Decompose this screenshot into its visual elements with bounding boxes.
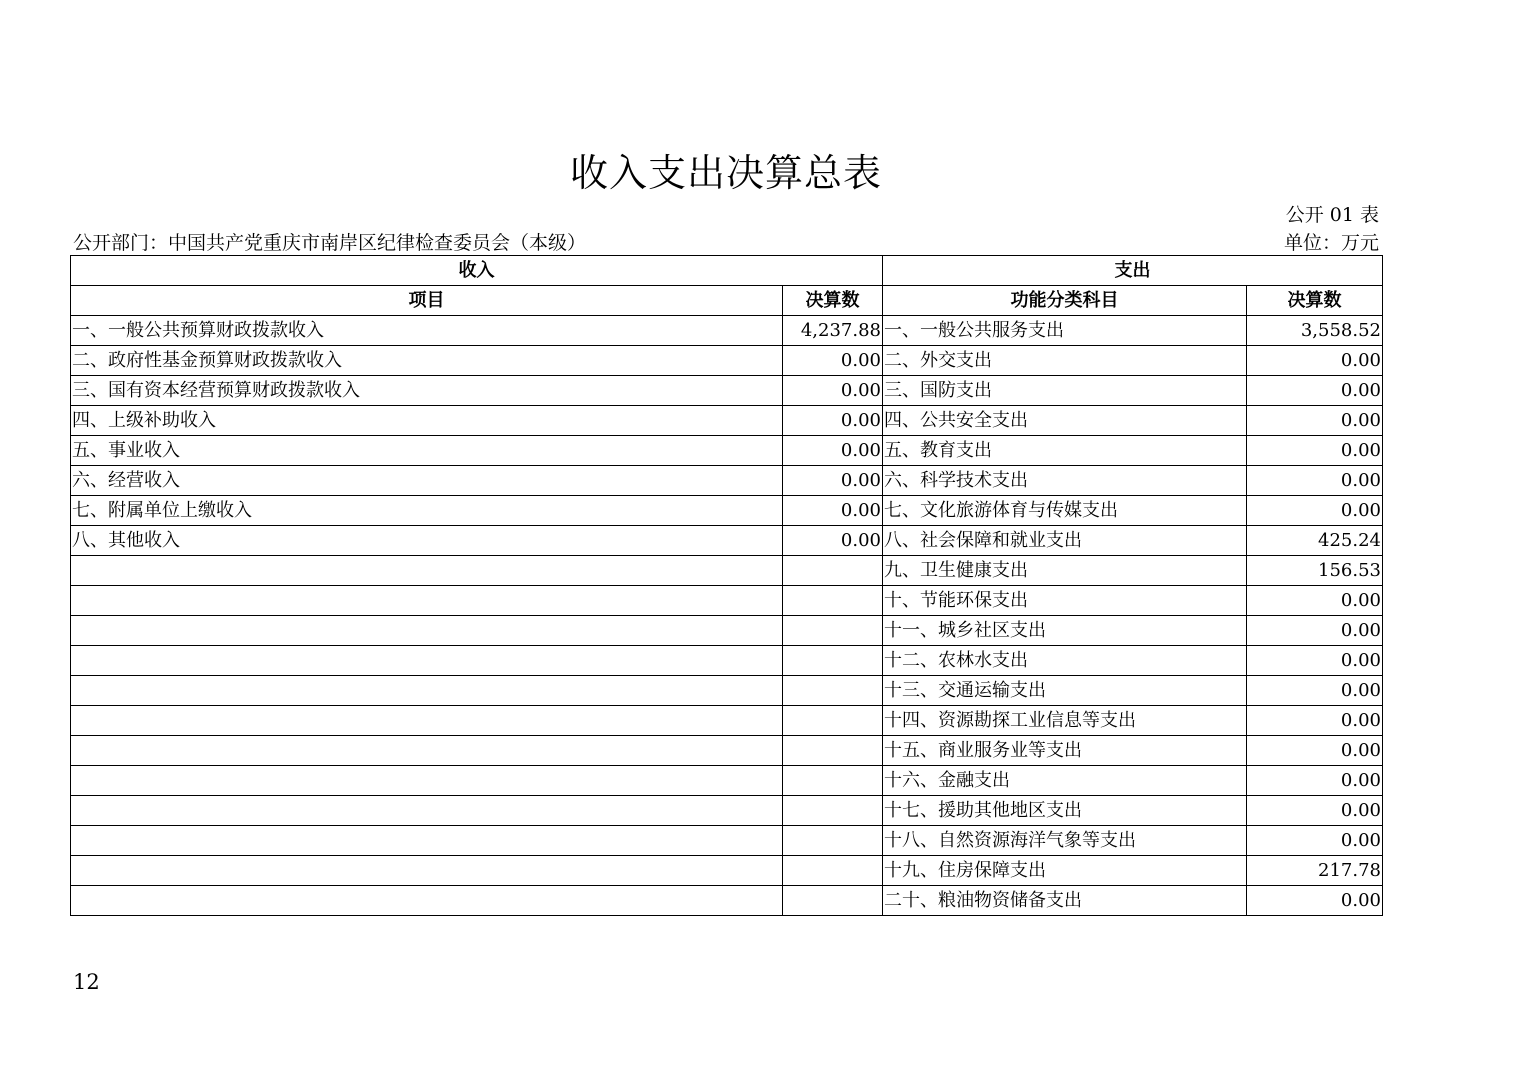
budget-summary-table: [70, 255, 1383, 916]
table-row: [71, 556, 1383, 586]
expense-amount-cell: 0.00: [1247, 736, 1383, 766]
expense-amount-cell: 217.78: [1247, 856, 1383, 886]
income-amount-cell: 0.00: [783, 526, 883, 556]
income-amount-cell: [783, 706, 883, 736]
table-group-header-row: [71, 256, 1383, 286]
income-amount-cell: 0.00: [783, 346, 883, 376]
expense-amount-cell: 425.24: [1247, 526, 1383, 556]
expense-item-cell: 十一、城乡社区支出: [883, 616, 1247, 646]
table-row: [71, 706, 1383, 736]
expense-item-cell: 十、节能环保支出: [883, 586, 1247, 616]
expense-item-cell: 十三、交通运输支出: [883, 676, 1247, 706]
department-label: 公开部门：中国共产党重庆市南岸区纪律检查委员会（本级）: [73, 232, 587, 254]
expense-item-cell: 十六、金融支出: [883, 766, 1247, 796]
income-amount-cell: 0.00: [783, 466, 883, 496]
table-row: [71, 436, 1383, 466]
expense-amount-cell: 0.00: [1247, 676, 1383, 706]
income-item-cell: [71, 556, 783, 586]
income-item-cell: [71, 616, 783, 646]
expense-amount-cell: 0.00: [1247, 376, 1383, 406]
page-number: 12: [73, 970, 100, 994]
expense-amount-cell: 0.00: [1247, 466, 1383, 496]
income-amount-cell: 0.00: [783, 496, 883, 526]
income-item-cell: 一、一般公共预算财政拨款收入: [71, 316, 783, 346]
income-item-cell: [71, 736, 783, 766]
table-row: [71, 466, 1383, 496]
expense-item-cell: 十八、自然资源海洋气象等支出: [883, 826, 1247, 856]
expense-amount-cell: 0.00: [1247, 496, 1383, 526]
expense-amount-cell: 0.00: [1247, 886, 1383, 916]
expense-amount-cell: 3,558.52: [1247, 316, 1383, 346]
income-item-cell: 八、其他收入: [71, 526, 783, 556]
expense-amount-cell: 0.00: [1247, 586, 1383, 616]
table-row: [71, 616, 1383, 646]
expense-item-cell: 十五、商业服务业等支出: [883, 736, 1247, 766]
table-body: [71, 316, 1383, 916]
unit-label: 单位：万元: [1283, 232, 1379, 254]
page-title: 收入支出决算总表: [569, 151, 882, 195]
income-item-header: 项目: [71, 286, 783, 316]
income-item-cell: 七、附属单位上缴收入: [71, 496, 783, 526]
table-row: [71, 496, 1383, 526]
expense-item-cell: 八、社会保障和就业支出: [883, 526, 1247, 556]
income-amount-header: 决算数: [783, 286, 883, 316]
expense-item-cell: 七、文化旅游体育与传媒支出: [883, 496, 1247, 526]
income-group-header: 收入: [71, 256, 883, 286]
income-item-cell: [71, 796, 783, 826]
expense-item-cell: 二十、粮油物资储备支出: [883, 886, 1247, 916]
income-item-cell: 五、事业收入: [71, 436, 783, 466]
income-amount-cell: [783, 646, 883, 676]
expense-item-cell: 五、教育支出: [883, 436, 1247, 466]
table-row: [71, 526, 1383, 556]
income-amount-cell: [783, 766, 883, 796]
table-column-header-row: [71, 286, 1383, 316]
expense-amount-header: 决算数: [1247, 286, 1383, 316]
income-amount-cell: [783, 556, 883, 586]
income-amount-cell: 0.00: [783, 406, 883, 436]
income-amount-cell: [783, 616, 883, 646]
income-amount-cell: [783, 676, 883, 706]
income-item-cell: [71, 856, 783, 886]
expense-item-cell: 六、科学技术支出: [883, 466, 1247, 496]
income-amount-cell: 4,237.88: [783, 316, 883, 346]
expense-amount-cell: 0.00: [1247, 406, 1383, 436]
expense-item-cell: 十九、住房保障支出: [883, 856, 1247, 886]
table-row: [71, 316, 1383, 346]
income-item-cell: [71, 886, 783, 916]
income-amount-cell: [783, 586, 883, 616]
expense-amount-cell: 156.53: [1247, 556, 1383, 586]
income-item-cell: 三、国有资本经营预算财政拨款收入: [71, 376, 783, 406]
table-row: [71, 406, 1383, 436]
expense-item-cell: 十七、援助其他地区支出: [883, 796, 1247, 826]
table-row: [71, 886, 1383, 916]
table-row: [71, 736, 1383, 766]
income-amount-cell: [783, 796, 883, 826]
income-amount-cell: [783, 736, 883, 766]
table-row: [71, 376, 1383, 406]
expense-amount-cell: 0.00: [1247, 346, 1383, 376]
table-row: [71, 346, 1383, 376]
expense-amount-cell: 0.00: [1247, 706, 1383, 736]
income-amount-cell: [783, 826, 883, 856]
income-item-cell: [71, 676, 783, 706]
income-item-cell: [71, 706, 783, 736]
expense-item-header: 功能分类科目: [883, 286, 1247, 316]
income-item-cell: 四、上级补助收入: [71, 406, 783, 436]
expense-amount-cell: 0.00: [1247, 616, 1383, 646]
table-row: [71, 796, 1383, 826]
expense-item-cell: 一、一般公共服务支出: [883, 316, 1247, 346]
table-row: [71, 646, 1383, 676]
expense-item-cell: 九、卫生健康支出: [883, 556, 1247, 586]
income-amount-cell: [783, 856, 883, 886]
expense-item-cell: 二、外交支出: [883, 346, 1247, 376]
income-item-cell: [71, 766, 783, 796]
income-item-cell: [71, 586, 783, 616]
expense-amount-cell: 0.00: [1247, 646, 1383, 676]
income-item-cell: [71, 826, 783, 856]
table-row: [71, 586, 1383, 616]
expense-amount-cell: 0.00: [1247, 766, 1383, 796]
income-amount-cell: 0.00: [783, 376, 883, 406]
expense-amount-cell: 0.00: [1247, 826, 1383, 856]
table-number: 公开 01 表: [1285, 204, 1379, 226]
expense-amount-cell: 0.00: [1247, 436, 1383, 466]
expense-item-cell: 三、国防支出: [883, 376, 1247, 406]
table-row: [71, 676, 1383, 706]
expense-item-cell: 十四、资源勘探工业信息等支出: [883, 706, 1247, 736]
table-row: [71, 766, 1383, 796]
expense-item-cell: 四、公共安全支出: [883, 406, 1247, 436]
expense-group-header: 支出: [883, 256, 1383, 286]
expense-item-cell: 十二、农林水支出: [883, 646, 1247, 676]
income-item-cell: 二、政府性基金预算财政拨款收入: [71, 346, 783, 376]
table-row: [71, 856, 1383, 886]
income-item-cell: 六、经营收入: [71, 466, 783, 496]
table-row: [71, 826, 1383, 856]
income-amount-cell: 0.00: [783, 436, 883, 466]
income-amount-cell: [783, 886, 883, 916]
expense-amount-cell: 0.00: [1247, 796, 1383, 826]
income-item-cell: [71, 646, 783, 676]
